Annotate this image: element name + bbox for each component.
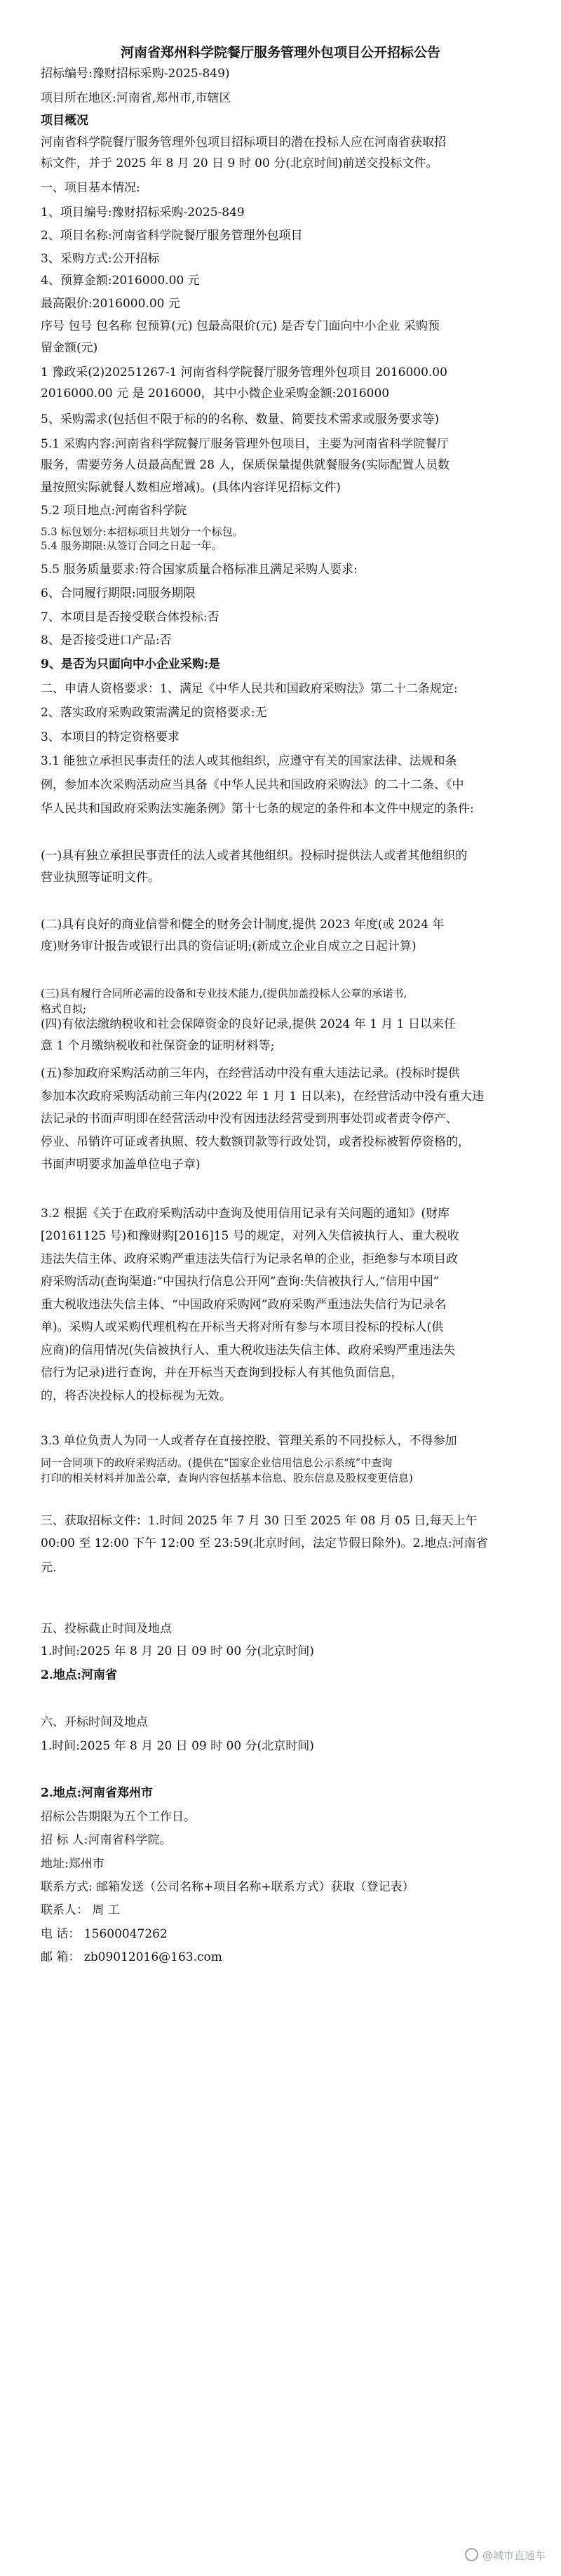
body-line: (四)有依法缴纳税收和社会保障资金的良好记录,提供 2024 年 1 月 1 日以来任 [41,1017,456,1031]
body-line: 二、申请人资格要求：1、满足《中华人民共和国政府采购法》第二十二条规定: [41,682,458,696]
body-line: 5.2 项目地点:河南省科学院 [41,504,187,518]
body-line: 五、投标截止时间及地点 [41,1622,172,1636]
body-line: 3.2 根据《关于在政府采购活动中查询及使用信用记录有关问题的通知》(财库 [41,1207,450,1221]
body-line: (五)参加政府采购活动前三年内，在经营活动中没有重大违法记录。(投标时提供 [41,1066,460,1080]
watermark-logo-icon [465,2548,478,2561]
body-line: 邮 箱： zb09012016@163.com [41,1950,222,1964]
body-line: 项目概况 [41,114,88,128]
body-line: 3、本项目的特定资格要求 [41,730,180,744]
body-line: 6、合同履行期限:同服务期限 [41,586,196,601]
page-title: 河南省郑州科学院餐厅服务管理外包项目公开招标公告 [120,45,440,60]
body-line: 2.地点:河南省郑州市 [41,1786,154,1800]
body-line: 2.地点:河南省 [41,1668,118,1682]
body-line: 量按照实际就餐人数相应增减)。(具体内容详见招标文件) [41,481,341,495]
body-line: 项目所在地区:河南省,郑州市,市辖区 [41,91,231,105]
body-line: 3.1 能独立承担民事责任的法人或其他组织，应遵守有关的国家法律、法规和条 [41,754,457,768]
body-line: 格式自拟; [41,1002,87,1015]
body-line: 服务，需要劳务人员最高配置 28 人，保质保量提供就餐服务(实际配置人员数 [41,458,450,472]
body-line: 信行为记录)进行查询，并在开标当天查询到投标人有其他负面信息， [41,1366,403,1380]
body-line: 的，将否决投标人的投标视为无效。 [41,1389,231,1403]
body-line: 法记录的书面声明即在经营活动中没有因违法经营受到刑事处罚或者责令停产、 [41,1112,458,1126]
body-line: 1.时间:2025 年 8 月 20 日 09 时 00 分(北京时间) [41,1644,314,1658]
body-line: 最高限价:2016000.00 元 [41,297,180,311]
body-line: [20161125 号)和豫财购[2016]15 号的规定，对列入失信被执行人、重大税收 [41,1229,459,1243]
body-line: 意 1 个月缴纳税收和社保资金的证明材料等; [41,1039,275,1053]
body-line: 元. [41,1561,57,1575]
body-line: 4、预算金额:2016000.00 元 [41,274,200,288]
body-line: 3、采购方式:公开招标 [41,252,160,266]
body-line: 2016000.00 元 是 2016000，其中小微企业采购金额:2016000 [41,387,390,401]
body-line: 例，参加本次采购活动应当具备《中华人民共和国政府采购法》的二十二条、《中 [41,778,464,792]
body-line: 度)财务审计报告或银行出具的资信证明;(新成立企业自成立之日起计算) [41,939,417,953]
body-line: 书面声明要求加盖单位电子章) [41,1158,201,1172]
body-line: 三、获取招标文件：1.时间 2025 年 7 月 30 日至 2025 年 08 月 05 日,每天上午 [41,1514,478,1528]
body-line: 序号 包号 包名称 包预算(元) 包最高限价(元) 是否专门面向中小企业 采购预 [41,319,440,333]
body-line: (三)具有履行合同所必需的设备和专业技术能力,(提供加盖投标人公章的承诺书, [41,987,407,1000]
body-line: 打印的相关材料并加盖公章，查询内容包括基本信息、股东信息及股权变更信息) [41,1472,413,1484]
body-line: 5、采购需求(包括但不限于标的的名称、数量、简要技术需求或服务要求等) [41,412,440,427]
body-line: 招 标 人:河南省科学院。 [41,1833,172,1847]
body-line: 联系方式: 邮箱发送（公司名称+项目名称+联系方式）获取（登记表） [41,1880,414,1894]
body-line: 华人民共和国政府采购法实施条例》第十七条的规定的条件和本文件中规定的条件: [41,802,474,816]
body-line: 招标公告期限为五个工作日。 [41,1810,196,1824]
body-line: 2、落实政府采购政策需满足的资格要求:无 [41,706,267,720]
body-line: 六、开标时间及地点 [41,1715,148,1729]
body-line: 5.3 标包划分:本招标项目共划分一个标包。 [41,525,243,538]
body-line: 违法失信主体、政府采购严重违法失信行为记录名单的企业，拒绝参与本项目政 [41,1252,458,1266]
body-line: 3.3 单位负责人为同一人或者存在直接控股、管理关系的不同投标人，不得参加 [41,1434,457,1448]
body-line: (一)具有独立承担民事责任的法人或者其他组织。投标时提供法人或者其他组织的 [41,849,468,863]
body-line: 府采购活动(查询渠道:“中国执行信息公开网”查询:失信被执行人,“信用中国” [41,1275,440,1289]
body-line: 00:00 至 12:00 下午 12:00 至 23:59(北京时间，法定节假日除外)。2.地点:河南省 [41,1536,488,1550]
body-line: 电 话： 15600047262 [41,1927,168,1941]
source-watermark [465,2548,546,2563]
body-line: 8、是否接受进口产品:否 [41,633,172,648]
body-line: 招标编号:豫财招标采购-2025-849) [41,67,230,81]
body-line: 应商)的信用情况(失信被执行人、重大税收违法失信主体、政府采购严重违法失 [41,1343,456,1357]
body-line: 5.1 采购内容:河南省科学院餐厅服务管理外包项目，主要为河南省科学院餐厅 [41,437,450,451]
body-line: 2、项目名称:河南省科学院餐厅服务管理外包项目 [41,229,303,243]
body-line: (二)具有良好的商业信誉和健全的财务会计制度,提供 2023 年度(或 2024 年 [41,918,445,932]
body-line: 单)。采购人或采购代理机构在开标当天将对所有参与本项目投标的投标人(供 [41,1320,444,1334]
body-line: 5.4 服务期限:从签订合同之日起一年。 [41,539,222,552]
body-line: 标文件，并于 2025 年 8 月 20 日 9 时 00 分(北京时间)前送交投标文件。 [41,156,438,170]
body-line: 1.时间:2025 年 8 月 20 日 09 时 00 分(北京时间) [41,1739,314,1753]
body-line: 营业执照等证明文件。 [41,871,160,885]
body-line: 7、本项目是否接受联合体投标:否 [41,610,219,624]
body-line: 5.5 服务质量要求:符合国家质量合格标准且满足采购人要求: [41,563,358,577]
body-line: 联系人： 周 工 [41,1903,120,1917]
watermark-text: @城市直通车 [482,2549,546,2562]
body-line: 留金额(元) [41,341,98,355]
body-line: 河南省科学院餐厅服务管理外包项目招标项目的潜在投标人应在河南省获取招 [41,135,446,149]
body-line: 参加本次政府采购活动前三年内(2022 年 1 月 1 日以来)，在经营活动中没有重大违 [41,1089,485,1103]
body-line: 1、项目编号:豫财招标采购-2025-849 [41,206,245,220]
body-line: 1 豫政采(2)20251267-1 河南省科学院餐厅服务管理外包项目 2016000.00 [41,365,447,380]
body-line: 同一合同项下的政府采购活动。(提供在“国家企业信用信息公示系统”中查询 [41,1456,393,1469]
body-line: 一、项目基本情况: [41,181,140,195]
body-line: 9、是否为只面向中小企业采购:是 [41,657,221,671]
body-line: 停业、吊销许可证或者执照、较大数额罚款等行政处罚，或者投标被暂停资格的， [41,1135,470,1149]
body-line: 地址:郑州市 [41,1857,104,1871]
body-line: 重大税收违法失信主体、“中国政府采购网”政府采购严重违法失信行为记录名 [41,1298,447,1312]
